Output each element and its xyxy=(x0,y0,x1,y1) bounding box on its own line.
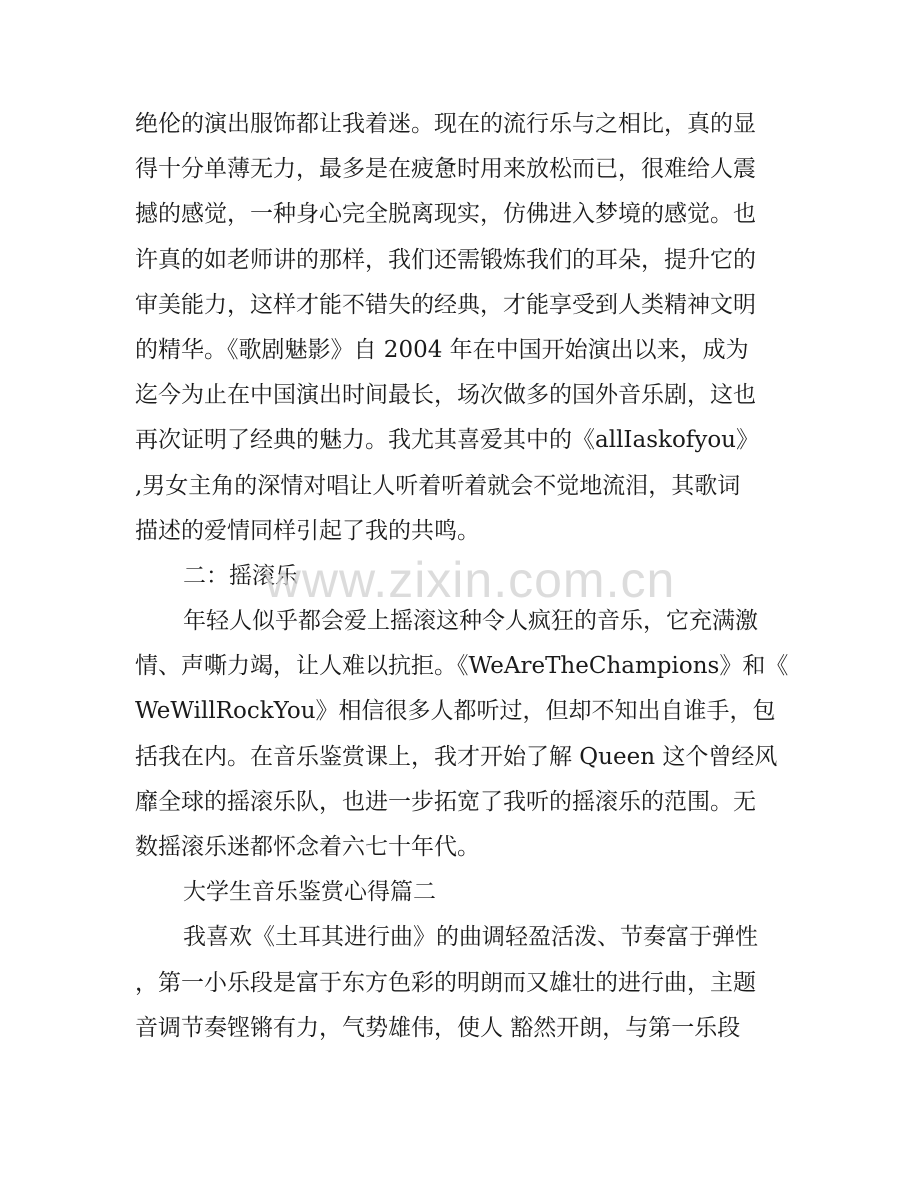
section-heading-rock: 二：摇滚乐 xyxy=(183,562,298,589)
text-line-2: 得十分单薄无力，最多是在疲惫时用来放松而已，很难给人震 xyxy=(135,156,756,183)
text-line-16: 靡全球的摇滚乐队，也进一步拓宽了我听的摇滚乐的范围。无 xyxy=(135,788,756,815)
text-line-17: 数摇滚乐迷都怀念着六七十年代。 xyxy=(135,834,480,860)
section-heading-part-two: 大学生音乐鉴赏心得篇二 xyxy=(183,879,436,906)
text-line-5: 审美能力，这样才能不错失的经典，才能享受到人类精神文明 xyxy=(135,291,756,318)
watermark: www.zixin.com.cn xyxy=(264,552,676,608)
text-line-21: 音调节奏铿锵有力，气势雄伟，使人 豁然开朗，与第一乐段 xyxy=(135,1014,741,1041)
text-line-10: 描述的爱情同样引起了我的共鸣。 xyxy=(135,517,480,544)
text-line-4: 许真的如老师讲的那样，我们还需锻炼我们的耳朵，提升它的 xyxy=(135,246,756,273)
text-line-6: 的精华。《歌剧魅影》自 2004 年在中国开始演出以来，成为 xyxy=(135,336,749,363)
text-line-13: 情、声嘶力竭，让人难以抗拒。《WeAreTheChampions》和《 xyxy=(135,653,789,680)
text-line-8: 再次证明了经典的魅力。我尤其喜爱其中的《allIaskofyou》 xyxy=(135,427,759,454)
text-line-19: 我喜欢《土耳其进行曲》的曲调轻盈活泼、节奏富于弹性 xyxy=(183,924,758,951)
text-line-14: WeWillRockYou》相信很多人都听过，但却不知出自谁手，包 xyxy=(135,698,776,725)
text-line-20: ，第一小乐段是富于东方色彩的明朗而又雄壮的进行曲，主题 xyxy=(135,969,756,996)
text-line-15: 括我在内。在音乐鉴赏课上，我才开始了解 Queen 这个曾经风 xyxy=(135,743,778,770)
text-line-7: 迄今为止在中国演出时间最长，场次做多的国外音乐剧，这也 xyxy=(135,382,756,409)
text-line-9: ,男女主角的深情对唱让人听着听着就会不觉地流泪，其歌词 xyxy=(135,472,741,499)
text-line-1: 绝伦的演出服饰都让我着迷。现在的流行乐与之相比，真的显 xyxy=(135,111,756,137)
body-text xyxy=(135,102,789,1051)
text-line-12: 年轻人似乎都会爱上摇滚这种令人疯狂的音乐，它充满激 xyxy=(183,608,758,635)
text-line-3: 撼的感觉，一种身心完全脱离现实，仿佛进入梦境的感觉。也 xyxy=(135,201,756,228)
